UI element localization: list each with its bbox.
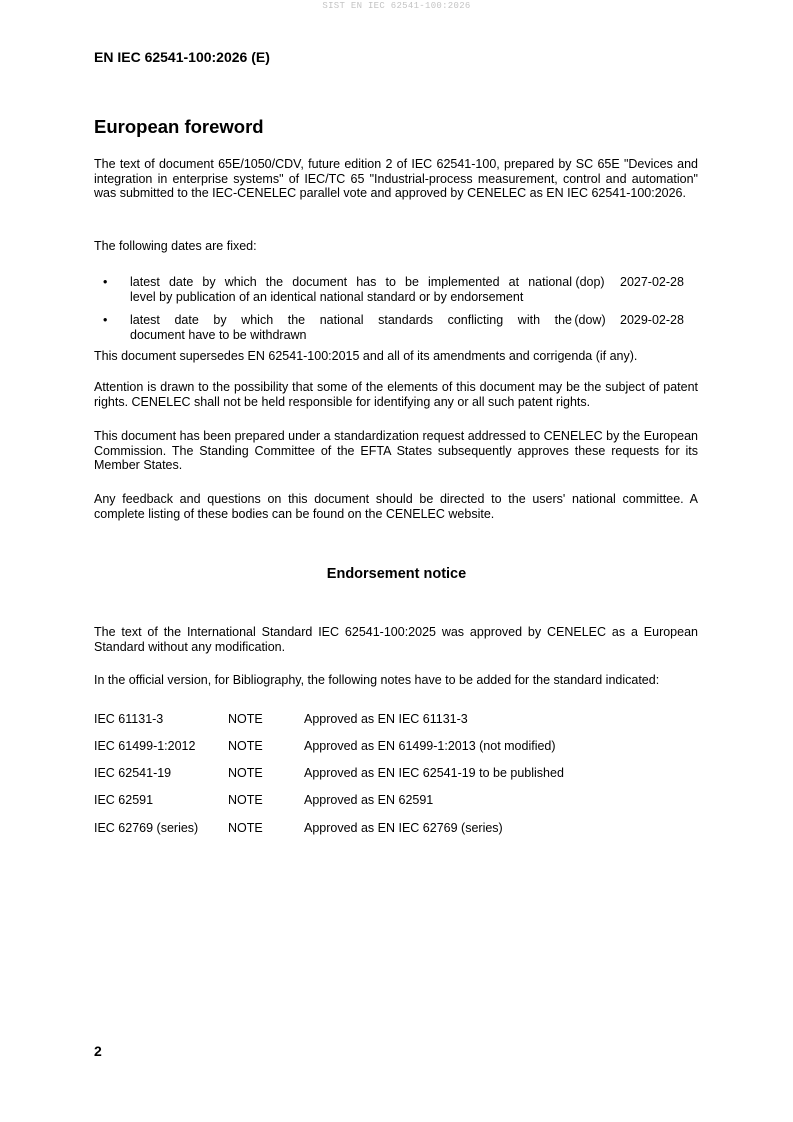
bibliography-note-row [94, 739, 698, 755]
dates-intro-paragraph: The following dates are fixed: [94, 239, 257, 253]
bibliography-intro-paragraph: In the official version, for Bibliography, the following notes have to be added for the standard indicated: [94, 673, 660, 687]
date-item-description [130, 275, 572, 304]
note-standard: IEC 61499-1:2012 [94, 739, 196, 753]
foreword-intro-paragraph: The text of document 65E/1050/CDV, future edition 2 of IEC 62541-100, prepared by SC 65E "Devices and integration in enterprise systems" of IEC/TC 65 "Industrial-process measurement, control and automation" was submitted to the IEC-CENELEC parallel vote and approved by CENELEC as EN IEC 62541-100:2026. [94, 157, 698, 201]
note-text: Approved as EN IEC 62541-19 to be published [304, 766, 564, 780]
document-identifier: EN IEC 62541-100:2026 (E) [94, 49, 270, 65]
bibliography-note-row [94, 766, 698, 782]
date-item-line1: latest date by which the document has to be implemented at national [130, 275, 572, 289]
note-text: Approved as EN 62591 [304, 793, 434, 807]
feedback-paragraph: Any feedback and questions on this document should be directed to the users' national committee. A complete listing of these bodies can be found on the CENELEC website. [94, 492, 698, 521]
foreword-title: European foreword [94, 116, 264, 137]
note-label: NOTE [228, 712, 263, 726]
bibliography-note-row [94, 712, 698, 728]
date-item-date: 2027-02-28 [620, 275, 684, 289]
date-item-line1: latest date by which the national standards conflicting with the [130, 313, 572, 327]
date-item-line2: level by publication of an identical national standard or by endorsement [130, 289, 524, 304]
watermark: SIST EN IEC 62541-100:2026 [322, 1, 471, 11]
bullet-point: • [103, 275, 108, 289]
bullet-point: • [103, 313, 108, 327]
note-standard: IEC 61131-3 [94, 712, 164, 726]
note-standard: IEC 62769 (series) [94, 821, 199, 835]
note-text: Approved as EN 61499-1:2013 (not modified) [304, 739, 556, 753]
note-text: Approved as EN IEC 62769 (series) [304, 821, 503, 835]
note-label: NOTE [228, 766, 263, 780]
note-label: NOTE [228, 739, 263, 753]
date-item-code: (dow) [574, 313, 606, 327]
page-number: 2 [94, 1043, 102, 1059]
note-standard: IEC 62541-19 [94, 766, 172, 780]
endorsement-text-paragraph: The text of the International Standard IEC 62541-100:2025 was approved by CENELEC as a European Standard without any modification. [94, 625, 698, 654]
patent-paragraph: Attention is drawn to the possibility that some of the elements of this document may be the subject of patent rights. CENELEC shall not be held responsible for identifying any or all such patent rights. [94, 380, 698, 409]
endorsement-notice-title: Endorsement notice [326, 566, 467, 582]
note-label: NOTE [228, 821, 263, 835]
date-item-code: (dop) [575, 275, 605, 289]
date-item-date: 2029-02-28 [620, 313, 684, 327]
supersedes-paragraph: This document supersedes EN 62541-100:2015 and all of its amendments and corrigenda (if any). [94, 349, 638, 363]
bibliography-note-row [94, 793, 698, 809]
note-standard: IEC 62591 [94, 793, 154, 807]
note-text: Approved as EN IEC 61131-3 [304, 712, 468, 726]
bibliography-note-row [94, 821, 698, 837]
standardization-request-paragraph: This document has been prepared under a standardization request addressed to CENELEC by the European Commission. The Standing Committee of the EFTA States subsequently approves these requests for its Member States. [94, 429, 698, 473]
date-item-line2: document have to be withdrawn [130, 327, 307, 342]
date-item-description [130, 313, 572, 342]
note-label: NOTE [228, 793, 263, 807]
